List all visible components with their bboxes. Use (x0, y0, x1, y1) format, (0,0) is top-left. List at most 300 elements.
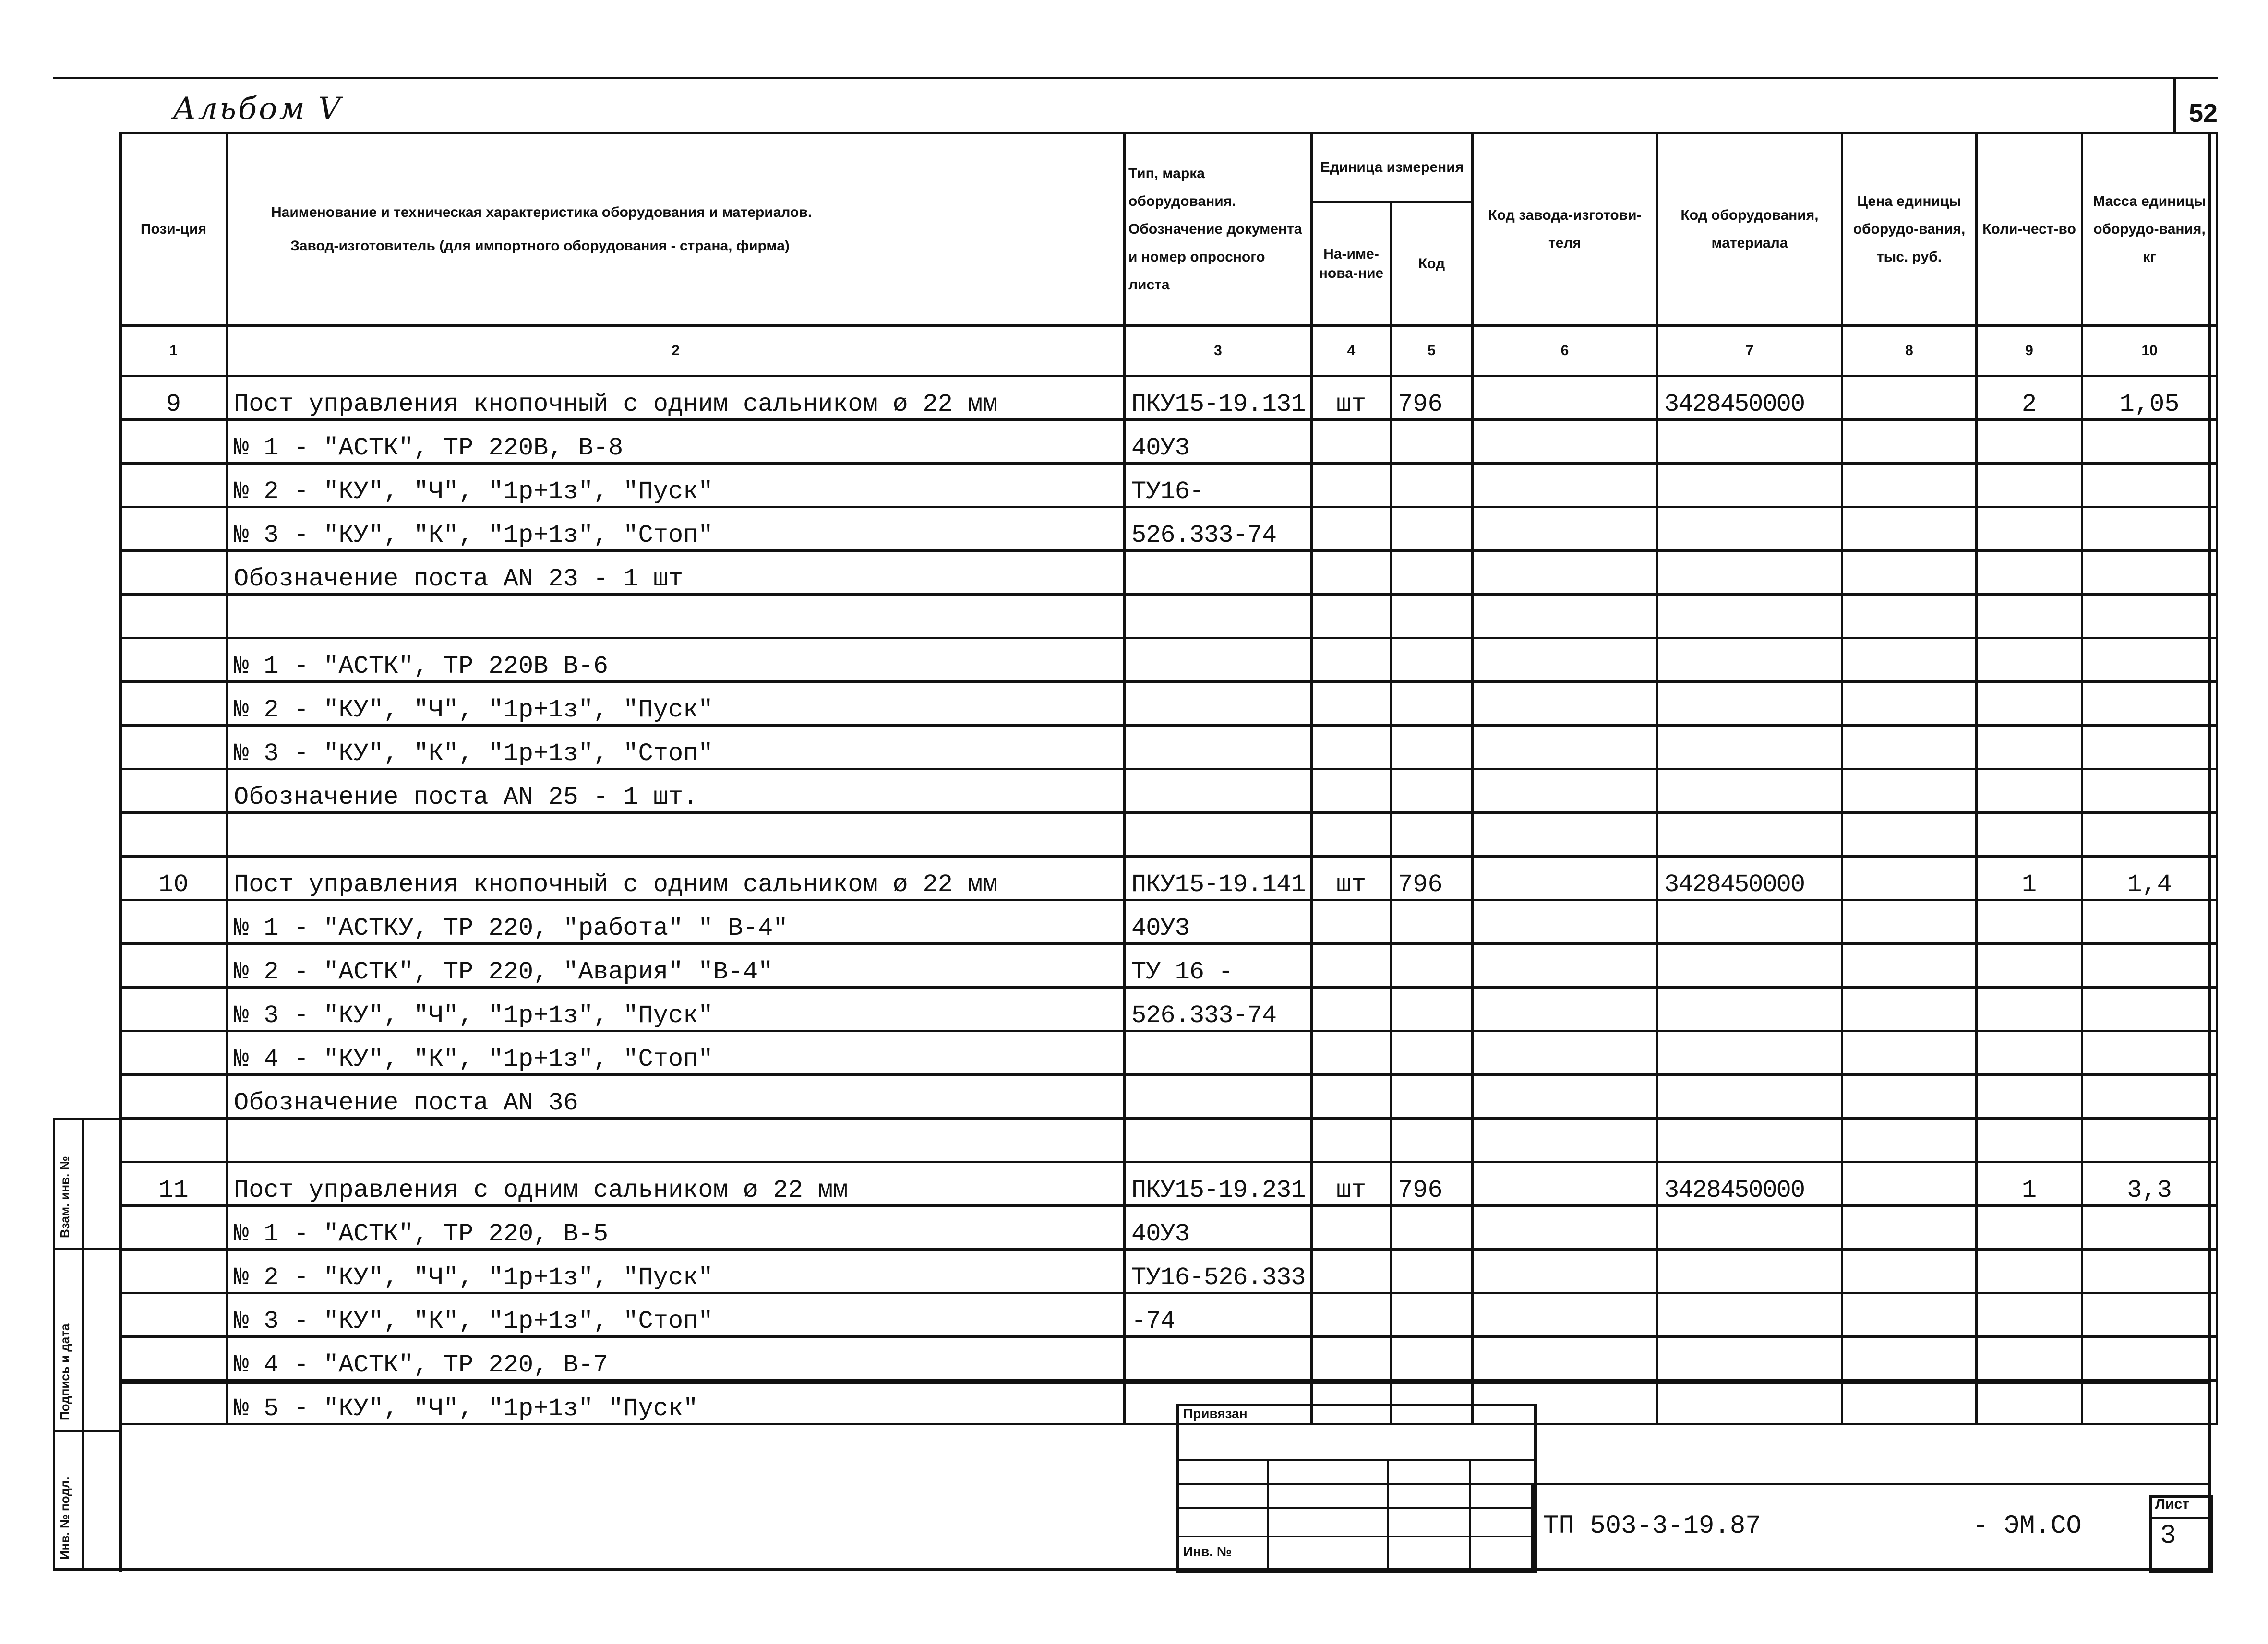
table-row (120, 1381, 2217, 1424)
table-row (120, 769, 2217, 813)
cell-plant-code (1473, 1337, 1657, 1381)
cell-price (1842, 595, 1977, 638)
cell-name: № 3 - "КУ", "Ч", "1р+1з", "Пуск" (227, 988, 1125, 1031)
cell-quantity (1977, 900, 2082, 944)
cell-position (120, 988, 227, 1031)
cell-price (1842, 769, 1977, 813)
cell-mass (2082, 464, 2217, 507)
cell-equipment-code (1657, 682, 1842, 726)
cell-unit-code (1391, 1250, 1473, 1293)
cell-position (120, 900, 227, 944)
cell-position (120, 1250, 227, 1293)
page-number: 52 (2189, 99, 2218, 128)
cell-equipment-code (1657, 420, 1842, 464)
table-row (120, 1337, 2217, 1381)
cell-plant-code (1473, 857, 1657, 900)
cell-type (1125, 1031, 1312, 1075)
cell-type: ТУ 16 - (1125, 944, 1312, 988)
cell-name: Обозначение поста AN 25 - 1 шт. (227, 769, 1125, 813)
cell-type (1125, 1119, 1312, 1162)
cell-unit (1312, 769, 1391, 813)
cell-equipment-code (1657, 726, 1842, 769)
cell-name: № 2 - "АСТК", ТР 220, "Авария" "В-4" (227, 944, 1125, 988)
cell-type: ПКУ15-19.141 (1125, 857, 1312, 900)
cell-quantity (1977, 507, 2082, 551)
cell-mass (2082, 507, 2217, 551)
cell-equipment-code (1657, 595, 1842, 638)
cell-plant-code (1473, 944, 1657, 988)
cell-name (227, 1119, 1125, 1162)
sheet-box-divider (2152, 1517, 2210, 1519)
cell-position (120, 726, 227, 769)
cell-quantity (1977, 988, 2082, 1031)
table-row (120, 857, 2217, 900)
column-number: 6 (1473, 326, 1657, 376)
cell-position: 9 (120, 376, 227, 420)
header-position: Пози-ция (120, 133, 227, 326)
table-row (120, 420, 2217, 464)
cell-equipment-code (1657, 1031, 1842, 1075)
cell-plant-code (1473, 464, 1657, 507)
cell-plant-code (1473, 1119, 1657, 1162)
cell-type: ПКУ15-19.231 (1125, 1162, 1312, 1206)
cell-plant-code (1473, 595, 1657, 638)
table-row (120, 988, 2217, 1031)
header-plant-code: Код завода-изготови-теля (1473, 133, 1657, 326)
cell-name (227, 813, 1125, 857)
cell-plant-code (1473, 1031, 1657, 1075)
cell-mass: 1,05 (2082, 376, 2217, 420)
column-number: 10 (2082, 326, 2217, 376)
cell-quantity: 1 (1977, 857, 2082, 900)
cell-unit (1312, 726, 1391, 769)
footer-top-line (119, 1382, 2211, 1384)
cell-price (1842, 1075, 1977, 1119)
cell-type: 526.333-74 (1125, 988, 1312, 1031)
cell-unit (1312, 1031, 1391, 1075)
cell-position: 11 (120, 1162, 227, 1206)
cell-position (120, 420, 227, 464)
cell-position (120, 813, 227, 857)
cell-unit (1312, 1119, 1391, 1162)
cell-name: Пост управления с одним сальником ø 22 мм (227, 1162, 1125, 1206)
cell-quantity (1977, 769, 2082, 813)
cell-equipment-code (1657, 900, 1842, 944)
cell-unit-code (1391, 682, 1473, 726)
cell-price (1842, 464, 1977, 507)
table-row (120, 1250, 2217, 1293)
cell-plant-code (1473, 420, 1657, 464)
cell-position (120, 595, 227, 638)
cell-equipment-code (1657, 638, 1842, 682)
cell-mass (2082, 1250, 2217, 1293)
cell-price (1842, 1337, 1977, 1381)
table-row (120, 551, 2217, 595)
cell-name: Обозначение поста AN 23 - 1 шт (227, 551, 1125, 595)
cell-quantity (1977, 420, 2082, 464)
cell-quantity: 1 (1977, 1162, 2082, 1206)
table-row (120, 1119, 2217, 1162)
cell-mass (2082, 1381, 2217, 1424)
cell-unit (1312, 595, 1391, 638)
cell-unit-code: 796 (1391, 376, 1473, 420)
cell-type (1125, 595, 1312, 638)
cell-position (120, 1031, 227, 1075)
cell-plant-code (1473, 813, 1657, 857)
cell-mass (2082, 988, 2217, 1031)
cell-unit-code: 796 (1391, 1162, 1473, 1206)
stamp-col-line (1267, 1459, 1269, 1570)
cell-price (1842, 507, 1977, 551)
cell-price (1842, 813, 1977, 857)
cell-equipment-code (1657, 1250, 1842, 1293)
cell-equipment-code (1657, 944, 1842, 988)
cell-equipment-code (1657, 813, 1842, 857)
cell-price (1842, 1162, 1977, 1206)
cell-quantity (1977, 1206, 2082, 1250)
cell-unit-code (1391, 988, 1473, 1031)
frame-bottom-line (53, 1568, 2211, 1571)
cell-price (1842, 682, 1977, 726)
frame-left-line (119, 132, 122, 1572)
column-number: 9 (1977, 326, 2082, 376)
cell-equipment-code (1657, 464, 1842, 507)
cell-plant-code (1473, 988, 1657, 1031)
album-label: Альбом V (173, 91, 343, 127)
cell-unit-code (1391, 813, 1473, 857)
header-name-line2: Завод-изготовитель (для импортного оборудования - страна, фирма) (290, 238, 790, 254)
cell-quantity (1977, 1075, 2082, 1119)
cell-quantity (1977, 682, 2082, 726)
cell-name: Обозначение поста AN 36 (227, 1075, 1125, 1119)
cell-price (1842, 420, 1977, 464)
table-row (120, 1206, 2217, 1250)
cell-unit (1312, 1293, 1391, 1337)
cell-price (1842, 1119, 1977, 1162)
cell-quantity (1977, 944, 2082, 988)
cell-price (1842, 944, 1977, 988)
cell-quantity (1977, 1031, 2082, 1075)
column-number: 8 (1842, 326, 1977, 376)
cell-name: № 4 - "КУ", "К", "1р+1з", "Стоп" (227, 1031, 1125, 1075)
cell-plant-code (1473, 1206, 1657, 1250)
table-row (120, 1031, 2217, 1075)
cell-name: № 1 - "АСТК", ТР 220, В-5 (227, 1206, 1125, 1250)
cell-mass (2082, 420, 2217, 464)
cell-type: 526.333-74 (1125, 507, 1312, 551)
cell-unit-code (1391, 1119, 1473, 1162)
cell-price (1842, 1293, 1977, 1337)
cell-plant-code (1473, 726, 1657, 769)
cell-unit (1312, 988, 1391, 1031)
page-number-divider (2173, 79, 2176, 132)
cell-quantity (1977, 638, 2082, 682)
cell-position (120, 1119, 227, 1162)
header-unit-code: Код (1391, 202, 1473, 326)
cell-name: № 1 - "АСТКУ, ТР 220, "работа" " В-4" (227, 900, 1125, 944)
cell-price (1842, 900, 1977, 944)
cell-equipment-code: 3428450000 (1657, 376, 1842, 420)
cell-name: № 4 - "АСТК", ТР 220, В-7 (227, 1337, 1125, 1381)
cell-quantity (1977, 813, 2082, 857)
cell-position (120, 769, 227, 813)
cell-name: № 3 - "КУ", "К", "1р+1з", "Стоп" (227, 1293, 1125, 1337)
cell-price (1842, 551, 1977, 595)
cell-unit: шт (1312, 857, 1391, 900)
document-code: ТП 503-3-19.87 (1543, 1512, 1761, 1541)
cell-quantity (1977, 1337, 2082, 1381)
cell-position (120, 638, 227, 682)
cell-mass (2082, 682, 2217, 726)
cell-plant-code (1473, 1293, 1657, 1337)
cell-unit-code (1391, 726, 1473, 769)
header-price: Цена единицы оборудо-вания, тыс. руб. (1842, 133, 1977, 326)
cell-type: -74 (1125, 1293, 1312, 1337)
cell-equipment-code (1657, 1337, 1842, 1381)
cell-position: 10 (120, 857, 227, 900)
table-row (120, 1162, 2217, 1206)
table-row (120, 638, 2217, 682)
cell-unit-code (1391, 595, 1473, 638)
stamp-line (1179, 1483, 1534, 1485)
cell-plant-code (1473, 769, 1657, 813)
header-mass: Масса единицы оборудо-вания, кг (2082, 133, 2217, 326)
table-row (120, 376, 2217, 420)
attached-label: Привязан (1183, 1406, 1248, 1421)
cell-price (1842, 1381, 1977, 1424)
cell-quantity: 2 (1977, 376, 2082, 420)
column-number: 5 (1391, 326, 1473, 376)
cell-mass (2082, 551, 2217, 595)
cell-quantity (1977, 1381, 2082, 1424)
cell-price (1842, 726, 1977, 769)
header-quantity: Коли-чест-во (1977, 133, 2082, 326)
cell-position (120, 682, 227, 726)
cell-position (120, 1337, 227, 1381)
cell-position (120, 1381, 227, 1424)
document-suffix: - ЭМ.СО (1973, 1512, 2082, 1541)
header-equipment-code: Код оборудования, материала (1657, 133, 1842, 326)
cell-type: 40У3 (1125, 420, 1312, 464)
cell-unit (1312, 1337, 1391, 1381)
cell-unit (1312, 944, 1391, 988)
cell-mass (2082, 900, 2217, 944)
table-row (120, 682, 2217, 726)
header-unit-name: На-име-нова-ние (1312, 202, 1391, 326)
cell-mass (2082, 726, 2217, 769)
cell-equipment-code: 3428450000 (1657, 1162, 1842, 1206)
cell-unit-code (1391, 551, 1473, 595)
specification-table (119, 132, 2218, 1425)
cell-quantity (1977, 726, 2082, 769)
cell-unit: шт (1312, 1162, 1391, 1206)
stamp-line (1179, 1507, 1534, 1509)
cell-quantity (1977, 595, 2082, 638)
title-block-left (1531, 1483, 1534, 1569)
table-row (120, 1075, 2217, 1119)
margin-strip-div2 (53, 1430, 120, 1432)
cell-equipment-code (1657, 769, 1842, 813)
frame-right-line (2208, 132, 2211, 1572)
cell-name: Пост управления кнопочный с одним сальником ø 22 мм (227, 857, 1125, 900)
cell-name: № 2 - "КУ", "Ч", "1р+1з", "Пуск" (227, 682, 1125, 726)
cell-unit-code (1391, 464, 1473, 507)
cell-unit-code (1391, 1206, 1473, 1250)
cell-quantity (1977, 1119, 2082, 1162)
cell-plant-code (1473, 551, 1657, 595)
cell-position (120, 507, 227, 551)
table-row (120, 944, 2217, 988)
top-border-line (53, 77, 2218, 79)
cell-equipment-code (1657, 1075, 1842, 1119)
cell-quantity (1977, 1293, 2082, 1337)
stamp-line (1179, 1536, 1534, 1537)
cell-unit (1312, 1075, 1391, 1119)
cell-name: № 3 - "КУ", "К", "1р+1з", "Стоп" (227, 507, 1125, 551)
cell-unit (1312, 1206, 1391, 1250)
sheet-number: 3 (2160, 1520, 2176, 1551)
cell-type (1125, 551, 1312, 595)
cell-position (120, 551, 227, 595)
cell-type (1125, 726, 1312, 769)
table-header (120, 133, 2217, 376)
margin-strip-div1 (53, 1248, 120, 1250)
cell-unit-code (1391, 1293, 1473, 1337)
cell-position (120, 464, 227, 507)
cell-plant-code (1473, 1075, 1657, 1119)
cell-type (1125, 1337, 1312, 1381)
cell-plant-code (1473, 376, 1657, 420)
cell-price (1842, 376, 1977, 420)
cell-name: № 5 - "КУ", "Ч", "1р+1з" "Пуск" (227, 1381, 1125, 1424)
cell-plant-code (1473, 1250, 1657, 1293)
margin-inv-original: Инв. № подл. (58, 1477, 72, 1560)
column-number: 4 (1312, 326, 1391, 376)
cell-mass (2082, 1031, 2217, 1075)
cell-mass (2082, 769, 2217, 813)
cell-name: № 2 - "КУ", "Ч", "1р+1з", "Пуск" (227, 1250, 1125, 1293)
cell-quantity (1977, 1250, 2082, 1293)
header-name (227, 133, 1125, 326)
cell-type (1125, 1075, 1312, 1119)
cell-unit (1312, 507, 1391, 551)
cell-type (1125, 769, 1312, 813)
cell-equipment-code (1657, 1381, 1842, 1424)
cell-name: Пост управления кнопочный с одним сальником ø 22 мм (227, 376, 1125, 420)
table-row (120, 1293, 2217, 1337)
cell-price (1842, 1031, 1977, 1075)
cell-mass (2082, 1337, 2217, 1381)
cell-position (120, 944, 227, 988)
stamp-col-line (1469, 1459, 1471, 1570)
header-name-line1: Наименование и техническая характеристика оборудования и материалов. (271, 204, 812, 220)
cell-name: № 2 - "КУ", "Ч", "1р+1з", "Пуск" (227, 464, 1125, 507)
cell-type (1125, 638, 1312, 682)
cell-unit: шт (1312, 376, 1391, 420)
stamp-line (1179, 1459, 1534, 1461)
cell-equipment-code (1657, 507, 1842, 551)
cell-type: ТУ16- (1125, 464, 1312, 507)
cell-unit-code (1391, 1031, 1473, 1075)
stamp-col-line (1387, 1459, 1389, 1570)
margin-swap-inv: Взам. инв. № (58, 1156, 72, 1238)
cell-name: № 3 - "КУ", "К", "1р+1з", "Стоп" (227, 726, 1125, 769)
cell-unit-code: 796 (1391, 857, 1473, 900)
table-body (120, 376, 2217, 1424)
table-row (120, 507, 2217, 551)
cell-price (1842, 1250, 1977, 1293)
cell-equipment-code (1657, 988, 1842, 1031)
cell-equipment-code (1657, 551, 1842, 595)
table-row (120, 813, 2217, 857)
cell-unit-code (1391, 769, 1473, 813)
cell-name (227, 595, 1125, 638)
cell-plant-code (1473, 1162, 1657, 1206)
margin-signature-date: Подпись и дата (58, 1323, 72, 1420)
cell-mass: 1,4 (2082, 857, 2217, 900)
cell-quantity (1977, 464, 2082, 507)
cell-type: 40У3 (1125, 900, 1312, 944)
cell-plant-code (1473, 507, 1657, 551)
cell-mass (2082, 1075, 2217, 1119)
cell-unit (1312, 900, 1391, 944)
column-number: 3 (1125, 326, 1312, 376)
cell-price (1842, 1206, 1977, 1250)
cell-price (1842, 988, 1977, 1031)
cell-type (1125, 813, 1312, 857)
cell-unit (1312, 551, 1391, 595)
cell-price (1842, 857, 1977, 900)
cell-type (1125, 682, 1312, 726)
cell-price (1842, 638, 1977, 682)
cell-quantity (1977, 551, 2082, 595)
cell-mass (2082, 638, 2217, 682)
cell-mass (2082, 813, 2217, 857)
cell-position (120, 1206, 227, 1250)
cell-unit (1312, 464, 1391, 507)
cell-unit-code (1391, 638, 1473, 682)
cell-unit (1312, 638, 1391, 682)
cell-plant-code (1473, 900, 1657, 944)
cell-unit (1312, 682, 1391, 726)
column-number: 2 (227, 326, 1125, 376)
cell-equipment-code (1657, 1119, 1842, 1162)
column-number: 7 (1657, 326, 1842, 376)
sheet-label: Лист (2155, 1496, 2189, 1512)
cell-unit (1312, 813, 1391, 857)
cell-type: ПКУ15-19.131 (1125, 376, 1312, 420)
margin-strip-mid (82, 1118, 84, 1569)
cell-mass (2082, 595, 2217, 638)
cell-type: 40У3 (1125, 1206, 1312, 1250)
cell-plant-code (1473, 682, 1657, 726)
cell-unit-code (1391, 1337, 1473, 1381)
cell-equipment-code: 3428450000 (1657, 857, 1842, 900)
cell-position (120, 1075, 227, 1119)
cell-type: ТУ16-526.333 (1125, 1250, 1312, 1293)
cell-unit-code (1391, 420, 1473, 464)
cell-mass (2082, 944, 2217, 988)
cell-unit-code (1391, 1075, 1473, 1119)
cell-equipment-code (1657, 1293, 1842, 1337)
cell-unit (1312, 1250, 1391, 1293)
cell-mass (2082, 1119, 2217, 1162)
cell-position (120, 1293, 227, 1337)
table-row (120, 464, 2217, 507)
column-number-row (120, 326, 2217, 376)
header-type: Тип, марка оборудования. Обозначение документа и номер опросного листа (1125, 133, 1312, 326)
cell-unit (1312, 420, 1391, 464)
